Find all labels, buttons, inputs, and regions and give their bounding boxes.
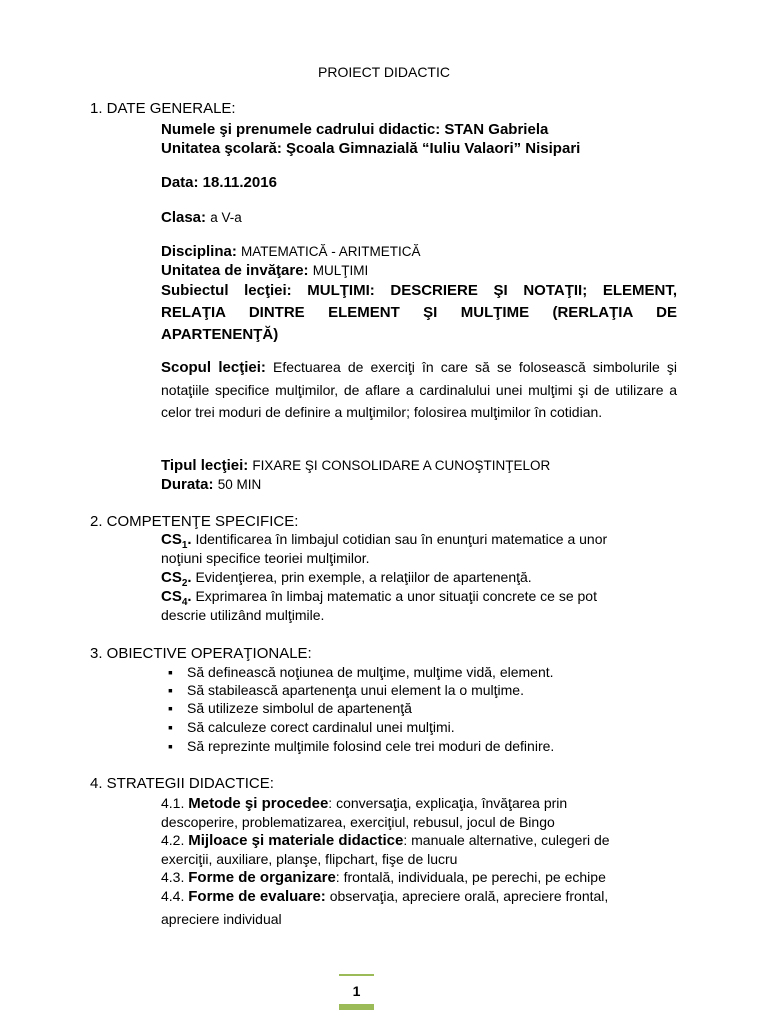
lesson-type-value: FIXARE ŞI CONSOLIDARE A CUNOŞTINŢELOR <box>252 458 551 473</box>
strategy-text: : frontală, individuala, pe perechi, pe echipe <box>335 869 606 885</box>
page-number-top-rule <box>339 974 374 976</box>
competence-code: $CS_4$. <box>161 588 192 608</box>
competence-text-cont: noţiuni specifice teoriei mulţimilor. <box>161 550 370 566</box>
bullet-icon: ▪ <box>168 664 173 680</box>
lesson-type-label: Tipul lecţiei: <box>161 457 249 474</box>
duration-value: 50 MIN <box>217 477 262 492</box>
strategy-text-cont: descoperire, problematizarea, exerciţiul, rebusul, jocul de Bingo <box>161 814 555 830</box>
bullet-icon: ▪ <box>168 738 173 754</box>
strategy-number: 4.3. <box>161 869 185 885</box>
scope-label: Scopul lecţiei: <box>161 359 266 376</box>
competence-code: $CS_1$. <box>161 531 192 551</box>
discipline-label: Disciplina: <box>161 243 237 260</box>
teacher-name: Numele şi prenumele cadrului didactic: STAN Gabriela <box>161 121 549 138</box>
strategy-item <box>161 832 610 849</box>
school-name: Unitatea şcolară: Şcoala Gimnazială “Iuliu Valaori” Nisipari <box>161 140 581 157</box>
strategy-text: observaţia, apreciere orală, apreciere frontal, <box>325 888 609 904</box>
section-4-heading: 4. STRATEGII DIDACTICE: <box>90 775 274 792</box>
strategy-number: 4.1. <box>161 795 185 811</box>
section-2-heading: 2. COMPETENŢE SPECIFICE: <box>90 513 299 530</box>
page-number: 1 <box>352 983 361 999</box>
strategy-label: Mijloace şi materiale didactice <box>188 832 404 849</box>
strategy-text-cont: apreciere individual <box>161 911 282 927</box>
strategy-label: Forme de evaluare: <box>188 888 326 905</box>
objective-item: ▪ Să stabilească apartenenţa unui element la o mulţime. <box>168 682 524 698</box>
bullet-icon: ▪ <box>168 719 173 735</box>
class-value: a V-a <box>210 210 242 225</box>
scope-text: Efectuarea de exerciţi în care să se folosească simbolurile şi notaţiile specifice mulţimilor, de aflare a cardinalului unei mulţimi şi de utilizare a celor trei moduri de definire a mulţimilor; folosirea mulţimilor în cotidian. <box>161 359 677 420</box>
strategy-text: : manuale alternative, culegeri de <box>403 832 610 848</box>
discipline-value: MATEMATICĂ - ARITMETICĂ <box>241 244 421 259</box>
strategy-label: Metode şi procedee <box>188 795 329 812</box>
strategy-item <box>161 795 567 812</box>
competence-code: $CS_2$. <box>161 569 192 589</box>
objective-item: ▪ Să calculeze corect cardinalul unei mulţimi. <box>168 719 455 735</box>
unit-value: MULŢIMI <box>312 263 369 278</box>
strategy-item <box>161 888 608 905</box>
duration-row <box>161 476 261 493</box>
competence-item <box>161 531 607 551</box>
competence-text: Evidenţierea, prin exemple, a relaţiilor de apartenenţă. <box>195 569 532 585</box>
section-1-heading: 1. DATE GENERALE: <box>90 100 236 117</box>
bullet-icon: ▪ <box>168 700 173 716</box>
objective-item: ▪ Să reprezinte mulţimile folosind cele trei moduri de definire. <box>168 738 555 754</box>
subject-line-3: APARTENENŢĂ) <box>161 326 279 343</box>
page-number-bottom-bar <box>339 1004 374 1010</box>
lesson-scope <box>161 356 677 423</box>
section-3-heading: 3. OBIECTIVE OPERAŢIONALE: <box>90 645 312 662</box>
subject-line-2: RELAŢIA DINTRE ELEMENT ŞI MULŢIME (RERLAŢIA DE <box>161 304 677 321</box>
subject-line-1: Subiectul lecţiei: MULŢIMI: DESCRIERE ŞI NOTAŢII; ELEMENT, <box>161 282 677 299</box>
competence-item <box>161 569 532 589</box>
strategy-item <box>161 869 606 886</box>
competence-item <box>161 588 597 608</box>
strategy-text-cont: exerciţii, auxiliare, planşe, flipchart, fişe de lucru <box>161 851 458 867</box>
competence-text: Identificarea în limbajul cotidian sau în enunţuri matematice a unor <box>195 531 608 547</box>
discipline-row <box>161 243 421 260</box>
strategy-number: 4.2. <box>161 832 185 848</box>
document-title: PROIECT DIDACTIC <box>318 64 450 80</box>
strategy-text: : conversaţia, explicaţia, învăţarea prin <box>328 795 568 811</box>
strategy-number: 4.4. <box>161 888 185 904</box>
competence-text-cont: descrie utilizând mulţimile. <box>161 607 325 623</box>
strategy-label: Forme de organizare <box>188 869 336 886</box>
unit-row <box>161 262 368 279</box>
objective-item: ▪ Să utilizeze simbolul de apartenenţă <box>168 700 412 716</box>
unit-label: Unitatea de invăţare: <box>161 262 309 279</box>
duration-label: Durata: <box>161 476 214 493</box>
lesson-date: Data: 18.11.2016 <box>161 174 277 191</box>
objective-item: ▪ Să definească noţiunea de mulţime, mulţime vidă, element. <box>168 664 554 680</box>
class-label: Clasa: <box>161 209 207 226</box>
bullet-icon: ▪ <box>168 682 173 698</box>
class-row <box>161 209 242 226</box>
lesson-type-row <box>161 457 550 474</box>
competence-text: Exprimarea în limbaj matematic a unor situaţii concrete ce se pot <box>195 588 597 604</box>
